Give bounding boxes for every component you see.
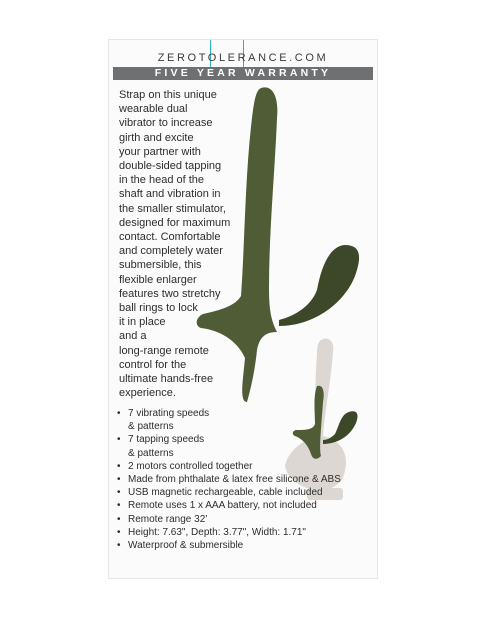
feature-list (117, 407, 375, 552)
warranty-banner: FIVE YEAR WARRANTY (113, 67, 373, 80)
feature-item: • 7 vibrating speeds & patterns (117, 408, 210, 433)
feature-item: • 7 tapping speeds & patterns (117, 434, 205, 459)
feature-item: • Made from phthalate & latex free silicone & ABS (117, 474, 341, 486)
product-info-card (109, 40, 377, 578)
bullet-icon: • (117, 460, 121, 472)
bullet-icon: • (117, 513, 121, 525)
bullet-icon: • (117, 500, 121, 512)
brand-website: ZEROTOLERANCE.COM (157, 52, 329, 64)
bullet-icon: • (117, 474, 121, 486)
bullet-icon: • (117, 408, 121, 419)
bullet-icon: • (117, 526, 121, 538)
feature-item: • Height: 7.63", Depth: 3.77", Width: 1.71" (117, 526, 306, 538)
feature-item: • USB magnetic rechargeable, cable included (117, 487, 323, 499)
bullet-icon: • (117, 540, 121, 552)
feature-item: • Waterproof & submersible (117, 540, 244, 552)
bullet-icon: • (117, 434, 121, 446)
product-description: Strap on this unique wearable dual vibrator to increase girth and excite your partner with double-sided tapping in the head of the shaft and vibration in the smaller stimulator, designed for maximum contact. Comfortable and completely water submersible, this flexible enlarger features two stretchy ball rings to lock it in place and a long-range remote control for the ultimate hands-free experience. (119, 89, 231, 400)
feature-item: • 2 motors controlled together (117, 460, 253, 472)
feature-item: • Remote range 32’ (117, 513, 208, 525)
feature-item: • Remote uses 1 x AAA battery, not included (117, 500, 317, 512)
bullet-icon: • (117, 487, 121, 499)
